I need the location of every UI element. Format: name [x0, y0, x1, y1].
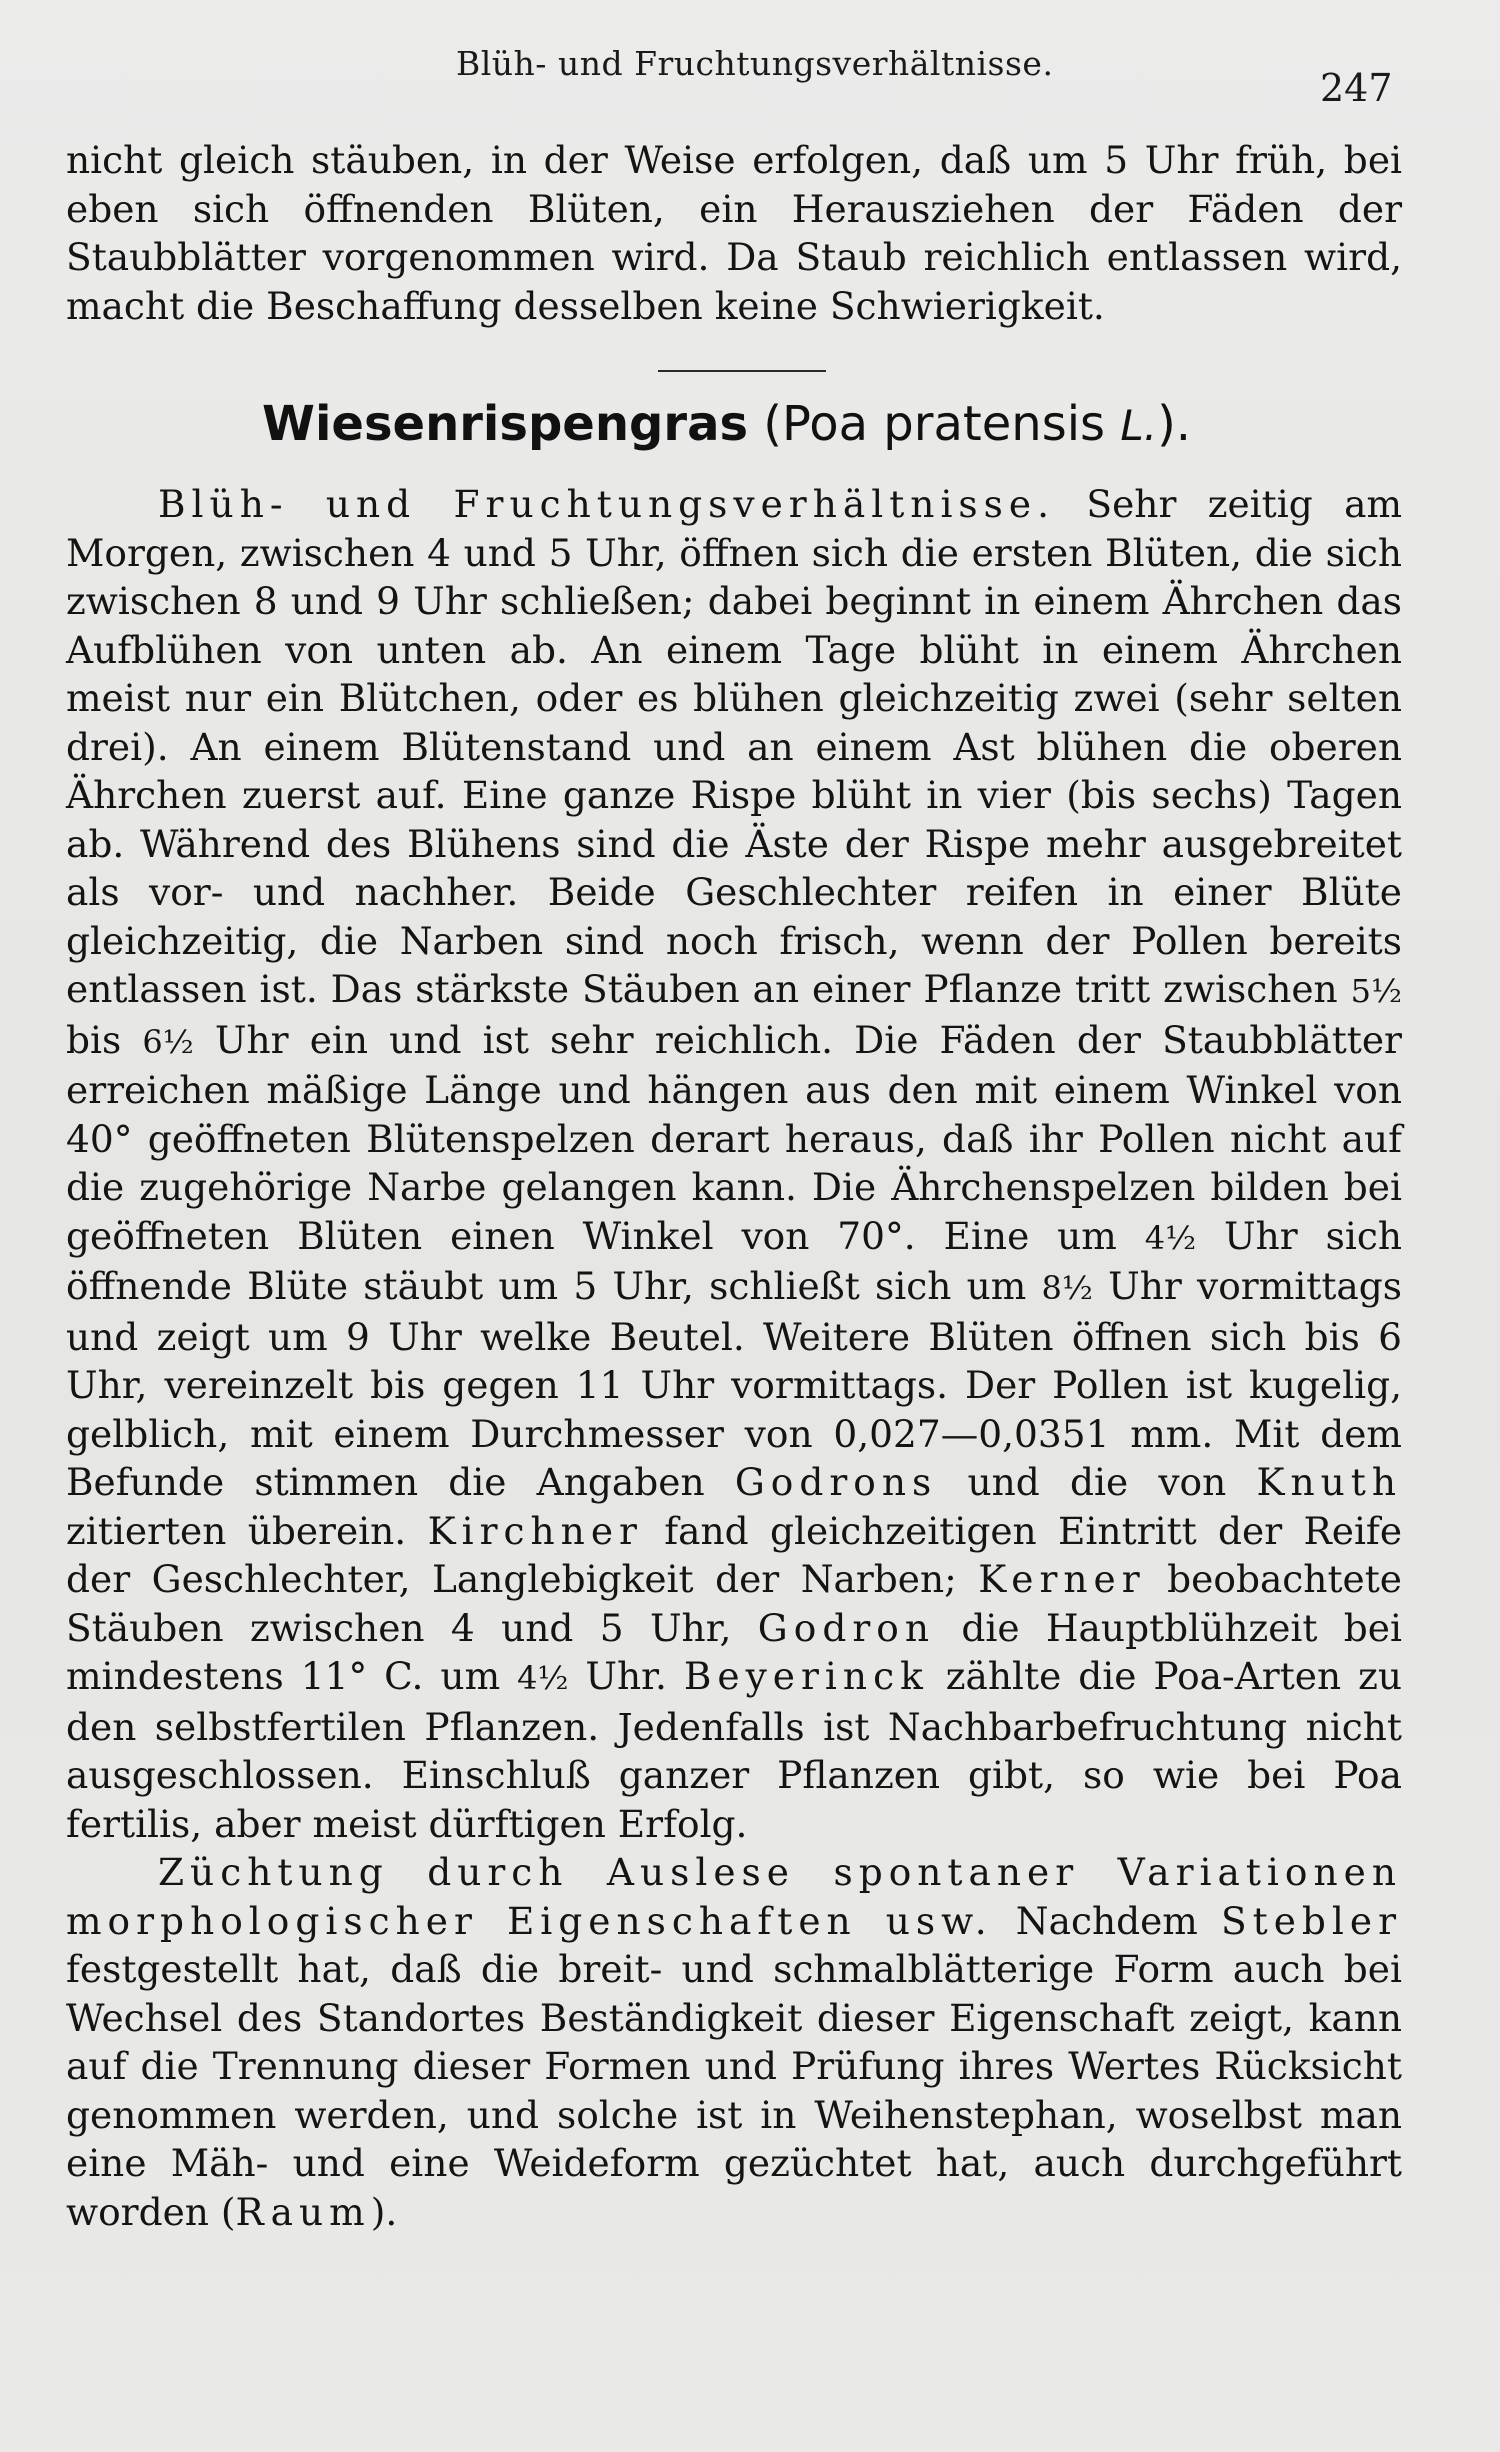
intro-text: nicht gleich stäuben, in der Weise erfolgen, daß um 5 Uhr früh, bei eben sich öffnenden Blüten, ein Herausziehen der Fäden der Staubblätter vorgenommen wird. Da Staub reichlich entlassen wird, macht die Beschaffung desselben keine Schwierigkeit. [66, 138, 1402, 328]
section-author: L. [1120, 401, 1158, 450]
paragraph-text: zählte die Poa-Arten zu den selbstfertilen Pflanzen. Jedenfalls ist Nachbarbefruchtung nicht ausgeschlossen. Einschluß ganzer Pflanzen gibt, so wie bei Poa fertilis, aber meist dürftigen Erfolg. [66, 1654, 1402, 1846]
section-latin-name: Poa pratensis [782, 396, 1106, 452]
paragraph-heading-zuechtung: Züchtung durch Auslese spontaner Variationen morphologischer Eigenschaften usw. [66, 1850, 1402, 1943]
paragraph-text: Uhr sich öffnende Blüte stäubt um 5 Uhr, schließt sich um [66, 1213, 1402, 1308]
intro-paragraph [66, 136, 1402, 330]
fraction-value: 6½ [142, 1022, 194, 1061]
paragraph-text: beobachtete Stäuben zwischen 4 und 5 Uhr, [66, 1557, 1402, 1650]
section-title: Wiesenrispengras [262, 396, 749, 452]
paragraph-text: ). [370, 2189, 398, 2234]
fraction-value: 8½ [1041, 1269, 1093, 1307]
paragraph-text: Nachdem [992, 1898, 1221, 1943]
paragraph-text: die Hauptblühzeit bei mindestens 11° C. um [66, 1605, 1402, 1698]
author-name-kirchner: Kirchner [427, 1508, 643, 1553]
paragraph-text: festgestellt hat, daß die breit- und schmalblätterige Form auch bei Wechsel des Standortes Beständigkeit dieser Eigenschaft zeigt, kann auf die Trennung dieser Formen und Prüfung ihres Wertes Rücksicht genommen werden, und solche ist in Weihenstephan, woselbst man eine Mäh- und eine Weideform gezüchtet hat, auch durchgeführt worden ( [66, 1947, 1402, 2234]
body-text [66, 480, 1402, 2236]
page-header [0, 44, 1500, 110]
paragraph-heading-bluehverhaeltnisse: Blüh- und Fruchtungsverhältnisse. [158, 482, 1056, 526]
paragraph-text: und die von [937, 1460, 1257, 1504]
paragraph-zuechtung [66, 1848, 1402, 2236]
paragraph-text: Sehr zeitig am Morgen, zwischen 4 und 5 Uhr, öffnen sich die ersten Blüten, die sich zwischen 8 und 9 Uhr schließen; dabei beginnt in einem Ährchen das Aufblühen von unten ab. An einem Tage blüht in einem Ährchen meist nur ein Blütchen, oder es blühen gleichzeitig zwei (sehr selten drei). An einem Blütenstand und an einem Ast blühen die oberen Ährchen zuerst auf. Eine ganze Rispe blüht in vier (bis sechs) Tagen ab. Während des Blühens sind die Äste der Rispe mehr ausgebreitet als vor- und nachher. Beide Geschlechter reifen in einer Blüte gleichzeitig, die Narben sind noch frisch, wenn der Pollen bereits entlassen ist. Das stärkste Stäuben an einer Pflanze tritt zwischen [66, 482, 1403, 1011]
section-paren-open: ( [763, 396, 783, 452]
author-name-beyerinck: Beyerinck [683, 1654, 929, 1698]
page-number: 247 [1320, 66, 1393, 110]
fraction-value: 4½ [1144, 1218, 1197, 1257]
author-name-godron: Godron [757, 1605, 935, 1650]
author-name-stebler: Stebler [1220, 1898, 1403, 1943]
author-name-knuth: Knuth [1256, 1460, 1403, 1504]
paragraph-text: Uhr ein und ist sehr reichlich. Die Fäden der Staubblätter erreichen mäßige Länge und hängen aus den mit einem Winkel von 40° geöffneten Blütenspelzen derart heraus, daß ihr Pollen nicht auf die zugehörige Narbe gelangen kann. Die Ährchenspelzen bilden bei geöffneten Blüten einen Winkel von 70°. Eine um [66, 1017, 1402, 1258]
paragraph-text: fand gleichzeitigen Eintritt der Reife der Geschlechter, Langlebigkeit der Narben; [66, 1508, 1403, 1601]
author-name-godron: Godrons [734, 1460, 938, 1504]
paragraph-bluehverhaeltnisse [66, 480, 1402, 1848]
paragraph-text: bis [66, 1017, 143, 1062]
author-name-raum: Raum [235, 2189, 371, 2234]
paragraph-text: Uhr vormittags und zeigt um 9 Uhr welke Beutel. Weitere Blüten öffnen sich bis 6 Uhr, vereinzelt bis gegen 11 Uhr vormittags. Der Pollen ist kugelig, gelblich, mit einem Durchmesser von 0,027—0,0351 mm. Mit dem Befunde stimmen die Angaben [66, 1264, 1402, 1504]
section-divider [658, 370, 826, 372]
paragraph-text: Uhr. [568, 1654, 684, 1698]
running-title: Blüh- und Fruchtungsverhältnisse. [456, 44, 1054, 83]
paragraph-text: zitierten überein. [66, 1508, 428, 1553]
author-name-kerner: Kerner [978, 1557, 1146, 1601]
section-heading [262, 396, 1262, 452]
fraction-value: 4½ [517, 1659, 569, 1697]
section-close: ). [1157, 396, 1192, 452]
fraction-value: 5½ [1350, 972, 1402, 1010]
